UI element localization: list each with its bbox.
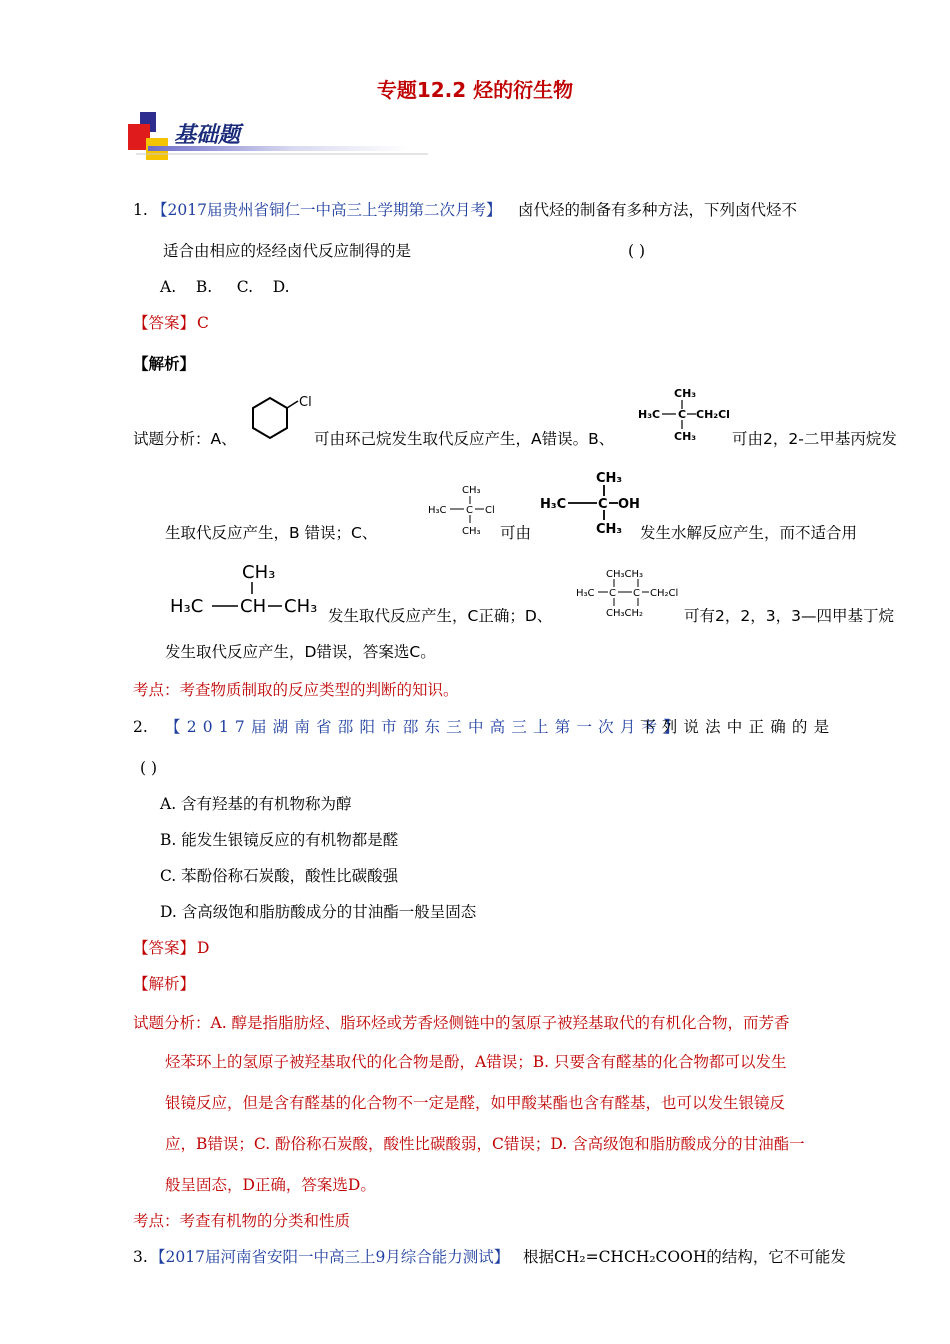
q2-point: 考点：考查有机物的分类和性质 <box>133 1212 351 1230</box>
q2-analysis-1: 试题分析：A. 醇是指脂肪烃、脂环烃或芳香烃侧链中的氢原子被羟基取代的有机化合物，而芳香 <box>133 1014 790 1032</box>
ch2cl-right: CH₂Cl <box>696 408 730 421</box>
ch3-top: CH₃ <box>242 562 276 583</box>
ch3-top: CH₃ <box>596 471 623 486</box>
q2-number: 2. <box>133 718 148 736</box>
q1-stem-1: 卤代烃的制备有多种方法，下列卤代烃不 <box>518 201 798 219</box>
q1-analysis-9: 发生取代反应产生，D错误，答案选C。 <box>165 643 436 661</box>
ch-center: CH <box>240 596 267 617</box>
oh-right: OH <box>618 497 640 512</box>
section-banner <box>128 112 478 168</box>
q1-analysis-8: 可有2，2，3，3—四甲基丁烷 <box>684 607 894 625</box>
q1-point: 考点：考查物质制取的反应类型的判断的知识。 <box>133 681 459 699</box>
ch3-top: CH₃ <box>462 485 481 496</box>
ch3-bottom: CH₃ <box>596 522 623 537</box>
q2-answer: D <box>197 939 210 957</box>
cl-right: Cl <box>485 505 495 516</box>
q3-source: 【2017届河南省安阳一中高三上9月综合能力测试】 <box>150 1248 510 1266</box>
ch3ch3-top: CH₃CH₃ <box>606 569 644 580</box>
q2-option-d: D. 含高级饱和脂肪酸成分的甘油酯一般呈固态 <box>160 903 477 921</box>
q1-analysis-2: 可由环己烷发生取代反应产生，A错误。B、 <box>314 430 615 448</box>
svg-text:C: C <box>466 505 473 516</box>
q2-analysis-2: 烃苯环上的氢原子被羟基取代的化合物是酚，A错误；B. 只要含有醛基的化合物都可以发生 <box>165 1053 787 1071</box>
page-title: 专题12.2 烃的衍生物 <box>376 78 574 102</box>
cl-label: Cl <box>299 395 312 410</box>
q2-source: 【2017届湖南省邵阳市邵东三中高三上第一次月考】 <box>165 718 685 736</box>
q1-analysis-4: 生取代反应产生，B 错误；C、 <box>165 524 378 542</box>
q1-source: 【2017届贵州省铜仁一中高三上学期第二次月考】 <box>152 201 502 219</box>
q2-stem: 下列说法中正确的是 <box>640 718 836 736</box>
structure-b-neopentyl-chloride <box>638 384 738 450</box>
q1-answer-label: 【答案】 <box>133 314 196 332</box>
q3-number: 3. <box>133 1248 148 1266</box>
h3c-left: H₃C <box>428 505 447 516</box>
q2-answer-label: 【答案】 <box>133 939 196 957</box>
q1-stem-2: 适合由相应的烃经卤代反应制得的是 <box>163 242 412 260</box>
structure-c-tert-butyl-chloride <box>428 480 508 544</box>
h3c-left: H₃C <box>576 588 595 599</box>
q1-analysis-5: 可由 <box>500 524 532 542</box>
q2-analysis-4: 应，B错误；C. 酚俗称石炭酸，酸性比碳酸弱，C错误；D. 含高级饱和脂肪酸成分的甘油酯一 <box>165 1135 805 1153</box>
svg-text:C: C <box>633 588 640 599</box>
svg-text:C: C <box>609 588 616 599</box>
ch3ch2-bottom: CH₃CH₂ <box>606 608 644 619</box>
q1-analysis-7: 发生取代反应产生，C正确；D、 <box>328 607 553 625</box>
structure-tert-butanol <box>540 466 640 542</box>
h3c-left: H₃C <box>540 497 567 512</box>
q2-option-c: C. 苯酚俗称石炭酸，酸性比碳酸强 <box>160 867 399 885</box>
q1-analysis-label: 【解析】 <box>133 354 196 373</box>
ch3-bottom: CH₃ <box>462 526 481 537</box>
q2-paren: ( ) <box>140 759 158 777</box>
q1-paren: ( ) <box>628 242 646 260</box>
svg-text:C: C <box>678 408 687 421</box>
ch3-top: CH₃ <box>674 387 697 400</box>
h3c-left: H₃C <box>170 596 204 617</box>
q1-analysis-1: 试题分析：A、 <box>133 430 237 448</box>
q3-stem: 根据CH₂=CHCH₂COOH的结构，它不可能发 <box>523 1248 846 1266</box>
q2-analysis-label: 【解析】 <box>133 975 196 993</box>
q1-analysis-3: 可由2，2-二甲基丙烷发 <box>732 430 897 448</box>
structure-a-chlorocyclohexane <box>240 388 320 454</box>
q1-number: 1. <box>133 201 148 219</box>
ch3-right: CH₃ <box>284 596 318 617</box>
banner-label: 基础题 <box>174 122 241 148</box>
svg-text:C: C <box>598 497 608 512</box>
q2-option-b: B. 能发生银镜反应的有机物都是醛 <box>160 831 399 849</box>
q2-analysis-5: 般呈固态，D正确，答案选D。 <box>165 1176 376 1194</box>
q1-analysis-6: 发生水解反应产生，而不适合用 <box>640 524 858 542</box>
h3c-left: H₃C <box>638 408 661 421</box>
q2-option-a: A. 含有羟基的有机物称为醇 <box>160 795 352 813</box>
q1-answer: C <box>197 314 209 332</box>
structure-d-tetramethylbutyl-chloride <box>576 566 686 630</box>
ch3-bottom: CH₃ <box>674 430 697 443</box>
structure-isobutane <box>170 556 330 626</box>
q2-analysis-3: 银镜反应，但是含有醛基的化合物不一定是醛，如甲酸某酯也含有醛基，也可以发生银镜反 <box>165 1094 786 1112</box>
q1-options: A. B. C. D. <box>160 278 290 296</box>
ch2cl-right: CH₂Cl <box>650 588 679 599</box>
